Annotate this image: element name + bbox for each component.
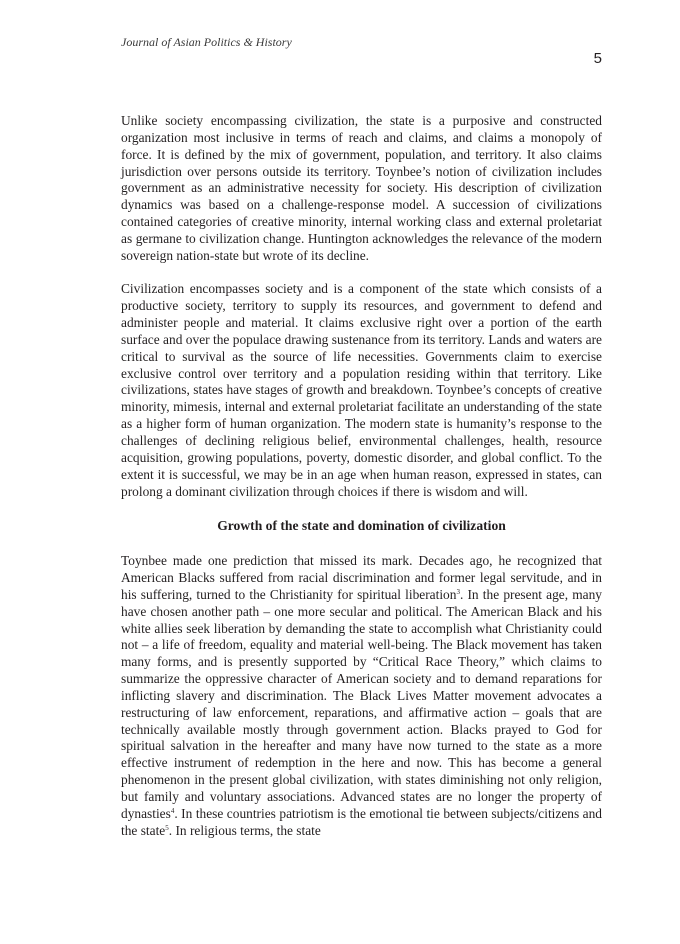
footnote-marker-3[interactable]: 3 [456,587,460,596]
journal-title: Journal of Asian Politics & History [121,35,292,49]
paragraph-text: Toynbee made one prediction that missed its mark. Decades ago, he recognized that American Blacks suffered from racial discrimination and former legal servitude, and in his suffering, turned to the Christianity for spiritual liberation [121,553,602,602]
footnote-marker-4[interactable]: 4 [170,806,175,815]
section-heading: Growth of the state and domination of civilization [217,518,506,534]
paragraph-state-definition: Unlike society encompassing civilization, the state is a purposive and constructed organization most inclusive in terms of reach and claims, and claims a monopoly of force. It is defined by the mix of government, population, and territory. It also claims jurisdiction over persons outside its territory. Toynbee’s notion of civilization includes government as an administrative necessity for society. His description of civilization dynamics was based on a challenge-response model. A succession of civilizations contained categories of creative minority, internal working class and external proletariat as germane to civilization change. Huntington acknowledges the relevance of the modern sovereign nation-state but wrote of its decline. [121,113,602,263]
paragraph-text: . In the present age, many have chosen another path – one more secular and political. The American Black and his white allies seek liberation by demanding the state to accomplish what Christianity could not – a life of freedom, equality and material well-being. The Black movement has taken many forms, and is presently supported by “Critical Race Theory,” which claims to summarize the oppressive character of American society and to demand reparations for inflicting slavery and discrimination. The Black Lives Matter movement advocates a restructuring of law enforcement, reparations, and affirmative action – goals that are technically available mostly through government action. Blacks prayed to God for spiritual salvation in the hereafter and many have now turned to the state as a more effective instrument of redemption in the here and now. This has become a general phenomenon in the present global civilization, with states diminishing not only religion, but family and voluntary associations. Advanced states are no longer the property of dynasties [121,586,602,821]
paragraph-toynbee-prediction [121,553,602,839]
article-body [121,113,602,840]
paragraph-civilization-society: Civilization encompasses society and is a component of the state which consists of a productive society, territory to supply its resources, and government to defend and administer people and material. It claims exclusive right over a portion of the earth surface and over the populace drawing sustenance from its territory. Lands and waters are critical to survival as the source of life necessities. Governments claim to exercise exclusive control over territory and a population residing within that territory. Like civilizations, states have stages of growth and breakdown. Toynbee’s concepts of creative minority, mimesis, internal and external proletariat facilitate an understanding of the state as a higher form of human organization. The modern state is humanity’s response to the challenges of declining religious belief, environmental challenges, health, resource acquisition, growing populations, poverty, domestic disorder, and global conflict. To the extent it is successful, we may be in an age when human reason, expressed in states, can prolong a dominant civilization through choices if there is wisdom and will. [121,281,602,499]
page-number: 5 [593,50,602,67]
footnote-marker-5[interactable]: 5 [165,823,169,832]
paragraph-text: . In religious terms, the state [168,822,321,838]
paragraph-text: . In these countries patriotism is the emotional tie between subjects/citizens and the state [121,805,602,838]
